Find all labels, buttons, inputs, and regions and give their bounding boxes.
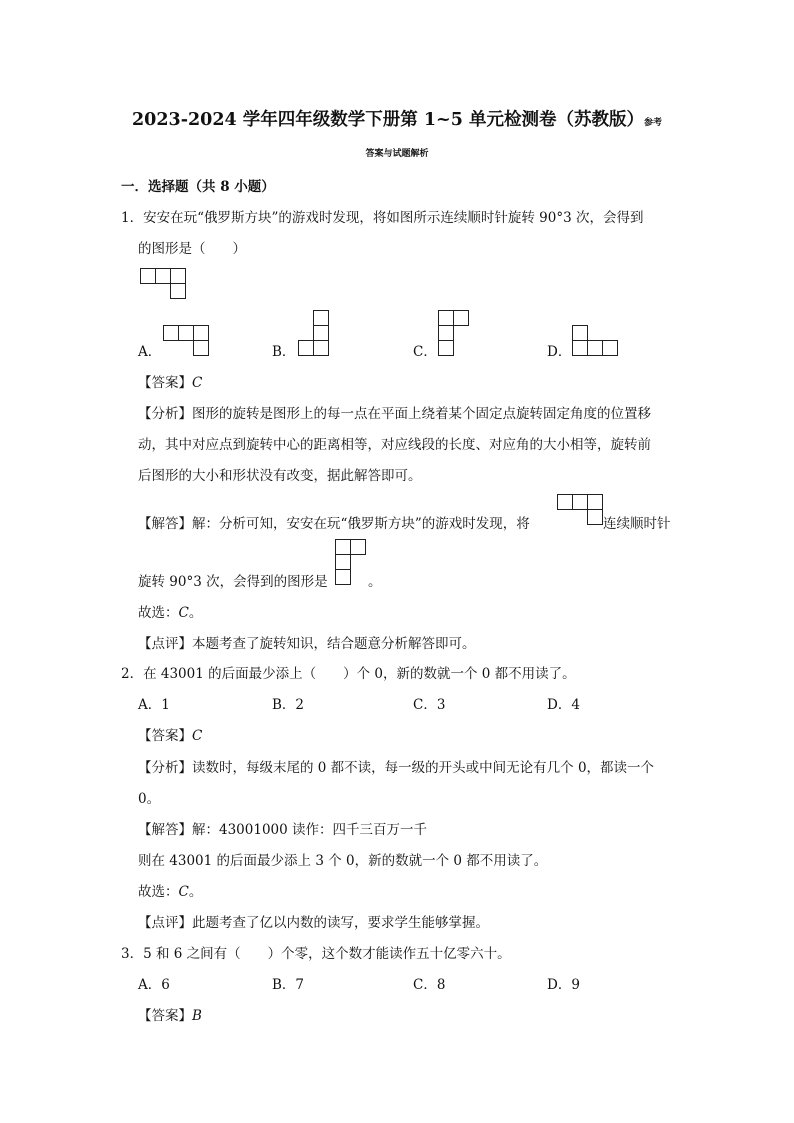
q3-answer-tag: 【答案】: [138, 1008, 192, 1024]
q1-solution-text1: 解：分析可知，安安在玩“俄罗斯方块”的游戏时发现，将: [192, 516, 530, 532]
q1-solution-line1: [138, 514, 530, 534]
q2-option-b: B．2: [272, 697, 305, 713]
q1-option-b-figure: [298, 310, 329, 356]
q1-solution-text2b: 。: [368, 574, 382, 590]
q3-option-a: A．6: [138, 977, 170, 993]
q2-option-c: C．3: [413, 697, 446, 713]
q2-choose-end: 。: [188, 884, 203, 900]
document-subtitle: 答案与试题解析: [365, 149, 429, 159]
q2-comment-text: 此题考查了亿以内数的读写，要求学生能够掌握。: [192, 915, 489, 931]
q1-analysis-line1: [138, 404, 651, 424]
q1-option-c-label: C．: [413, 344, 437, 360]
q3-answer: [138, 1006, 202, 1026]
q1-option-c-figure: [438, 310, 469, 356]
q2-choose-prefix: 故选：: [138, 884, 179, 900]
q1-choose: [138, 603, 202, 623]
q3-option-c: C．8: [413, 977, 446, 993]
document-title: [0, 106, 794, 131]
q3-stem: 3．5 和 6 之间有（ ）个零，这个数才能读作五十亿零六十。: [121, 946, 511, 962]
q2-option-a: A．1: [138, 697, 170, 713]
q2-option-d: D．4: [547, 697, 580, 713]
q1-solution-figure-original: [557, 494, 603, 525]
q2-solution-tag: 【解答】: [138, 822, 192, 838]
q3-option-b: B．7: [272, 977, 305, 993]
q2-analysis-line2: 0。: [138, 791, 161, 807]
q1-choose-prefix: 故选：: [138, 605, 179, 621]
q1-stem-line1: 1．安安在玩“俄罗斯方块”的游戏时发现，将如图所示连续顺时针旋转 90°3 次，会得到: [121, 210, 644, 226]
q1-option-a-figure: [163, 325, 209, 356]
section-heading: 一．选择题（共 8 小题）: [121, 179, 275, 195]
q1-option-a-label: A．: [138, 344, 162, 360]
q1-analysis-tag: 【分析】: [138, 406, 192, 422]
q1-stem-line2: 的图形是（ ）: [138, 241, 246, 257]
q2-comment-tag: 【点评】: [138, 915, 192, 931]
q1-original-figure: [140, 268, 186, 299]
q2-analysis-text1: 读数时，每级末尾的 0 都不读，每一级的开头或中间无论有几个 0，都读一个: [192, 760, 655, 776]
q1-answer-value: C: [192, 375, 203, 391]
q2-solution-text1: 解：43001000 读作：四千三百万一千: [192, 822, 428, 838]
q2-answer-value: C: [192, 728, 203, 744]
q3-option-d: D．9: [547, 977, 580, 993]
q1-choose-value: C: [178, 605, 189, 621]
q2-stem: 2．在 43001 的后面最少添上（ ）个 0，新的数就一个 0 都不用读了。: [121, 666, 576, 682]
q1-analysis-line2: 动，其中对应点到旋转中心的距离相等，对应线段的长度、对应角的大小相等，旋转前: [138, 437, 651, 453]
q2-answer-tag: 【答案】: [138, 728, 192, 744]
q1-solution-figure-result: [335, 539, 366, 585]
q1-answer: [138, 373, 202, 393]
q2-comment: [138, 913, 489, 933]
q1-option-b-label: B．: [272, 344, 296, 360]
q1-option-d-label: D．: [547, 344, 572, 360]
q2-choose-value: C: [178, 884, 189, 900]
title-main: 2023-2024 学年四年级数学下册第 1~5 单元检测卷（苏教版）: [132, 110, 644, 130]
q1-option-d-figure: [572, 325, 618, 356]
q1-solution-text1b: 连续顺时针: [603, 516, 671, 532]
q1-comment-text: 本题考查了旋转知识，结合题意分析解答即可。: [192, 636, 476, 652]
q1-answer-tag: 【答案】: [138, 375, 192, 391]
q1-analysis-line3: 后图形的大小和形状没有改变，据此解答即可。: [138, 468, 422, 484]
q2-analysis-tag: 【分析】: [138, 760, 192, 776]
q2-answer: [138, 726, 202, 746]
q2-solution-line1: [138, 820, 427, 840]
q1-choose-end: 。: [188, 605, 203, 621]
q2-analysis-line1: [138, 758, 654, 778]
q2-choose: [138, 882, 202, 902]
q1-comment-tag: 【点评】: [138, 636, 192, 652]
q1-comment: [138, 634, 476, 654]
title-suffix: 参考: [643, 118, 662, 128]
q1-solution-tag: 【解答】: [138, 516, 192, 532]
q3-answer-value: B: [192, 1008, 202, 1024]
q2-solution-line2: 则在 43001 的后面最少添上 3 个 0，新的数就一个 0 都不用读了。: [138, 853, 548, 869]
q1-solution-text2: 旋转 90°3 次，会得到的图形是: [138, 574, 328, 590]
q1-analysis-text1: 图形的旋转是图形上的每一点在平面上绕着某个固定点旋转固定角度的位置移: [192, 406, 651, 422]
